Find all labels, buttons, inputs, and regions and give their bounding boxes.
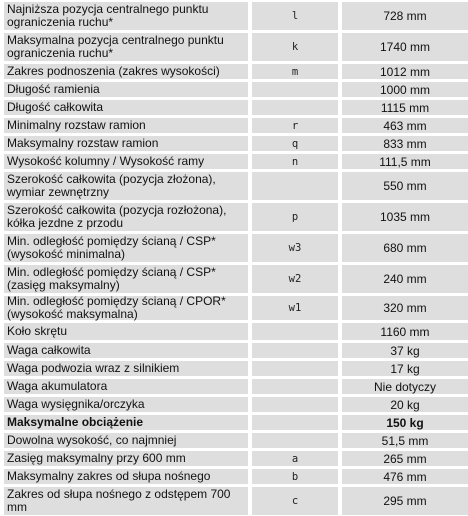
spec-value: 295 mm <box>342 487 468 515</box>
table-row <box>0 467 468 485</box>
spec-value: 111,5 mm <box>342 154 468 169</box>
spec-value: 1012 mm <box>342 64 468 79</box>
spec-value: 1035 mm <box>342 203 468 231</box>
table-row <box>0 431 468 449</box>
spec-value: 476 mm <box>342 469 468 484</box>
spec-label: Waga podwozia wraz z silnikiem <box>4 361 248 376</box>
spec-value: 320 mm <box>342 296 468 320</box>
spec-symbol <box>252 343 338 358</box>
table-row <box>0 232 468 263</box>
spec-value: 37 kg <box>342 343 468 358</box>
spec-symbol: w2 <box>252 265 338 293</box>
spec-symbol <box>252 415 338 430</box>
spec-label: Zakres podnoszenia (zakres wysokości) <box>4 64 248 79</box>
spec-symbol: q <box>252 136 338 151</box>
spec-symbol <box>252 82 338 97</box>
spec-symbol <box>252 397 338 412</box>
spec-symbol: w3 <box>252 234 338 262</box>
spec-label: Szerokość całkowita (pozycja złożona), wymiar zewnętrzny <box>4 172 248 200</box>
spec-label: Koło skrętu <box>4 323 248 340</box>
spec-label: Dowolna wysokość, co najmniej <box>4 433 248 448</box>
spec-symbol: l <box>252 2 338 30</box>
spec-label: Minimalny rozstaw ramion <box>4 118 248 133</box>
spec-label: Waga całkowita <box>4 343 248 358</box>
spec-label: Długość całkowita <box>4 100 248 115</box>
table-row <box>0 152 468 170</box>
table-row <box>0 321 468 341</box>
spec-label: Wysokość kolumny / Wysokość ramy <box>4 154 248 169</box>
table-row <box>0 98 468 116</box>
table-row <box>0 359 468 377</box>
table-row <box>0 263 468 294</box>
spec-label: Waga akumulatora <box>4 379 248 394</box>
spec-symbol: p <box>252 203 338 231</box>
spec-symbol: w1 <box>252 296 338 320</box>
table-row <box>0 395 468 413</box>
spec-value: 150 kg <box>342 415 468 430</box>
spec-symbol: m <box>252 64 338 79</box>
spec-value: 463 mm <box>342 118 468 133</box>
spec-value: 1000 mm <box>342 82 468 97</box>
table-row <box>0 294 468 321</box>
spec-value: 1740 mm <box>342 33 468 61</box>
spec-value: 17 kg <box>342 361 468 376</box>
spec-label: Maksymalna pozycja centralnego punktu ograniczenia ruchu* <box>4 33 248 61</box>
table-row <box>0 31 468 62</box>
spec-value: 240 mm <box>342 265 468 293</box>
spec-value: 51,5 mm <box>342 433 468 448</box>
table-row <box>0 80 468 98</box>
spec-value: 265 mm <box>342 451 468 466</box>
spec-label: Waga wysięgnika/orczyka <box>4 397 248 412</box>
table-row <box>0 62 468 80</box>
table-row <box>0 201 468 232</box>
spec-value: Nie dotyczy <box>342 379 468 394</box>
spec-value: 20 kg <box>342 397 468 412</box>
spec-symbol <box>252 361 338 376</box>
spec-label: Maksymalny rozstaw ramion <box>4 136 248 151</box>
spec-label: Min. odległość pomiędzy ścianą / CPOR* (wysokość maksymalna) <box>4 296 248 320</box>
spec-value: 833 mm <box>342 136 468 151</box>
spec-value: 550 mm <box>342 172 468 200</box>
spec-value: 680 mm <box>342 234 468 262</box>
spec-symbol <box>252 433 338 448</box>
spec-label: Maksymalny zakres od słupa nośnego <box>4 469 248 484</box>
spec-symbol: r <box>252 118 338 133</box>
spec-symbol: k <box>252 33 338 61</box>
spec-symbol <box>252 379 338 394</box>
table-row <box>0 413 468 431</box>
spec-label: Najniższa pozycja centralnego punktu ograniczenia ruchu* <box>4 2 248 30</box>
spec-value: 1115 mm <box>342 100 468 115</box>
spec-label: Szerokość całkowita (pozycja rozłożona), kółka jezdne z przodu <box>4 203 248 231</box>
spec-symbol <box>252 172 338 200</box>
table-row <box>0 485 468 516</box>
table-row <box>0 341 468 359</box>
spec-symbol <box>252 100 338 115</box>
spec-symbol <box>252 323 338 340</box>
table-row <box>0 116 468 134</box>
table-row <box>0 134 468 152</box>
spec-label: Min. odległość pomiędzy ścianą / CSP* (wysokość minimalna) <box>4 234 248 262</box>
table-row <box>0 170 468 201</box>
table-row <box>0 449 468 467</box>
spec-symbol: n <box>252 154 338 169</box>
spec-label: Zasięg maksymalny przy 600 mm <box>4 451 248 466</box>
spec-symbol: c <box>252 487 338 515</box>
table-row <box>0 377 468 395</box>
spec-symbol: b <box>252 469 338 484</box>
spec-label: Zakres od słupa nośnego z odstępem 700 mm <box>4 487 248 515</box>
spec-value: 728 mm <box>342 2 468 30</box>
spec-symbol: a <box>252 451 338 466</box>
table-row <box>0 0 468 31</box>
spec-label: Długość ramienia <box>4 82 248 97</box>
spec-label: Maksymalne obciążenie <box>4 415 248 430</box>
spec-value: 1160 mm <box>342 323 468 340</box>
spec-label: Min. odległość pomiędzy ścianą / CSP* (zasięg maksymalny) <box>4 265 248 293</box>
